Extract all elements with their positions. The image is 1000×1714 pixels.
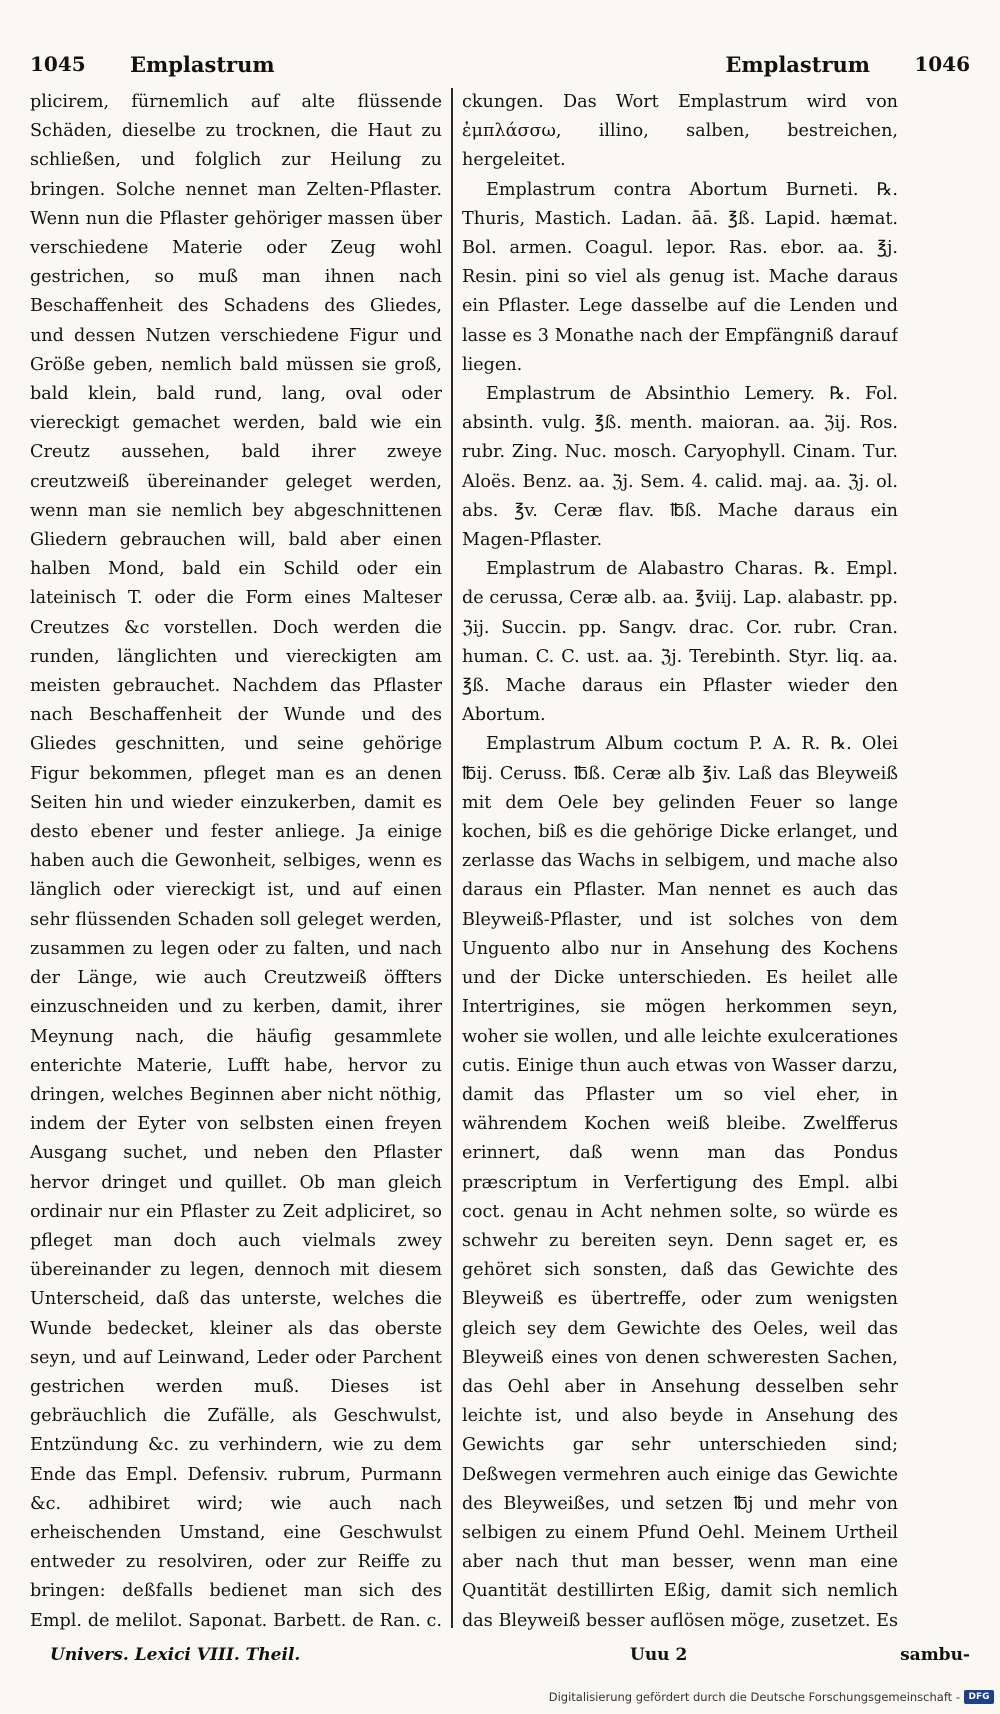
page-number-left: 1045 xyxy=(30,52,86,76)
signature-mark: Uuu 2 xyxy=(630,1645,688,1665)
entry-de-alabastro: Emplastrum de Alabastro Charas. ℞. Empl. de cerussa, Ceræ alb. aa. ℥viij. Lap. alabastr. pp. ℨij. Succin. pp. Sangv. drac. Cor. rubr. Cran. human. C. C. ust. aa. ℨj. Terebinth. Styr. liq. aa. ℥ß. Mache daraus ein Pflaster wieder den Abortum. xyxy=(462,559,898,726)
digitization-credit: Digitalisierung gefördert durch die Deutsche Forschungsgemeinschaft - xyxy=(548,1690,960,1704)
page-footer xyxy=(30,1645,970,1673)
entry-continuation: ckungen. Das Wort Emplastrum wird von ἐμπλάσσω, illino, salben, bestreichen, hergeleitet. xyxy=(462,92,898,171)
running-header xyxy=(30,52,970,84)
running-title-right: Emplastrum xyxy=(725,52,870,77)
entry-de-absinthio: Emplastrum de Absinthio Lemery. ℞. Fol. absinth. vulg. ℥ß. menth. maioran. aa. ℨij. Ros. rubr. Zing. Nuc. mosch. Caryophyll. Cinam. Tur. Aloës. Benz. aa. ℨj. Sem. 4. calid. maj. aa. ℨj. ol. abs. ℥v. Ceræ flav. ℔ß. Mache daraus ein Magen-Pflaster. xyxy=(462,384,898,551)
catchword: sambu- xyxy=(900,1645,970,1665)
dfg-logo: DFG xyxy=(964,1690,994,1704)
page-number-right: 1046 xyxy=(914,52,970,76)
entry-album-coctum: Emplastrum Album coctum P. A. R. ℞. Olei ℔ij. Ceruss. ℔ß. Ceræ alb ℥iv. Laß das Bleyweiß mit dem Oele bey gelinden Feuer so lange kochen, biß es die gehörige Dicke erlanget, und zerlasse das Wachs in selbigem, und mache also daraus ein Pflaster. Man nennet es auch das Bleyweiß-Pflaster, und ist solches von dem Unguento albo nur in Ansehung des Kochens und der Dicke unterschieden. Es heilet alle Intertrigines, sie mögen herkommen seyn, woher sie wollen, und alle leichte exulcerationes cutis. Einige thun auch etwas von Wasser darzu, damit das Pflaster um so viel eher, in währendem Kochen weiß bleibe. Zwelfferus erinnert, daß wenn man das Pondus præscriptum in Verfertigung des Empl. albi coct. genau in Acht nehmen solte, so würde es schwehr zu bereiten seyn. Denn saget er, es gehöret sich sonsten, daß das Gewichte des Bleyweiß es übertreffe, oder zum wenigsten gleich sey dem Gewichte des Oeles, weil das Bleyweiß eines von denen schweresten Sachen, das Oehl aber in Ansehung desselben sehr leichte ist, und also beyde in Ansehung des Gewichts gar sehr unterschieden sind; Deßwegen vermehren auch einige das Gewichte des Bleyweißes, und setzen ℔j und mehr von selbigen zu einem Pfund Oehl. Meinem Urtheil aber nach thut man besser, wenn man eine Quantität destillirten Eßig, damit sich nemlich das Bleyweiß besser auflösen möge, zusetzet. Es xyxy=(462,734,898,1630)
entry-contra-abortum: Emplastrum contra Abortum Burneti. ℞. Thuris, Mastich. Ladan. āā. ℥ß. Lapid. hæmat. Bol. armen. Coagul. lepor. Ras. ebor. aa. ℥j. Resin. pini so viel als genug ist. Mache daraus ein Pflaster. Lege dasselbe auf die Lenden und lasse es 3 Monathe nach der Empfängniß darauf liegen. xyxy=(462,179,898,375)
column-divider xyxy=(451,88,453,1628)
running-title-left: Emplastrum xyxy=(130,52,275,77)
left-column xyxy=(30,88,442,1630)
volume-signature: Univers. Lexici VIII. Theil. xyxy=(50,1645,301,1665)
left-column-paragraph: plicirem, fürnemlich auf alte flüssende Schäden, dieselbe zu trocknen, die Haut zu schließen, und folglich zur Heilung zu bringen. Solche nennet man Zelten-Pflaster. Wenn nun die Pflaster gehöriger massen über verschiedene Materie oder Zeug wohl gestrichen, so muß man ihnen nach Beschaffenheit des Schadens des Gliedes, und dessen Nutzen verschiedene Figur und Größe geben, nemlich bald müssen sie groß, bald klein, bald rund, lang, oval oder viereckigt gemachet werden, bald wie ein Creutz aussehen, bald ihrer zweye creutzweiß übereinander geleget werden, wenn man sie nemlich bey abgeschnittenen Gliedern gebrauchen will, bald aber einen halben Mond, bald ein Schild oder ein lateinisch T. oder die Form eines Malteser Creutzes &c vorstellen. Doch werden die runden, länglichten und viereckigten am meisten gebrauchet. Nachdem das Pflaster nach Beschaffenheit der Wunde und des Gliedes geschnitten, und seine gehörige Figur bekommen, pfleget man es an denen Seiten hin und wieder einzukerben, damit es desto ebener und fester anliege. Ja einige haben auch die Gewonheit, selbiges, wenn es länglich oder viereckigt ist, und auf einen sehr flüssenden Schaden soll geleget werden, zusammen zu legen oder zu falten, und nach der Länge, wie auch Creutzweiß öffters einzuschneiden und zu kerben, damit, ihrer Meynung nach, die häufig gesammlete enterichte Materie, Lufft habe, hervor zu dringen, welches Beginnen aber nicht nöthig, indem der Eyter von selbsten einen freyen Ausgang suchet, und neben den Pflaster hervor dringet und quillet. Ob man gleich ordinair nur ein Pflaster zu Zeit adpliciret, so pfleget man doch auch vielmals zwey übereinander zu legen, dennoch mit diesem Unterscheid, daß das unterste, welches die Wunde bedecket, kleiner als das oberste seyn, und auf Leinwand, Leder oder Parchent gestrichen werden muß. Dieses ist gebräuchlich die Zufälle, als Geschwulst, Entzündung &c. zu verhindern, wie zu dem Ende das Empl. Defensiv. rubrum, Purmann &c. adhibiret wird; wie auch nach erheischenden Umstand, eine Geschwulst entweder zu resolviren, oder zur Reiffe zu bringen: deßfalls bedienet man sich des Empl. de melilot. Saponat. Barbett. de Ran. c. xyxy=(30,92,442,1630)
right-column xyxy=(462,88,898,1630)
